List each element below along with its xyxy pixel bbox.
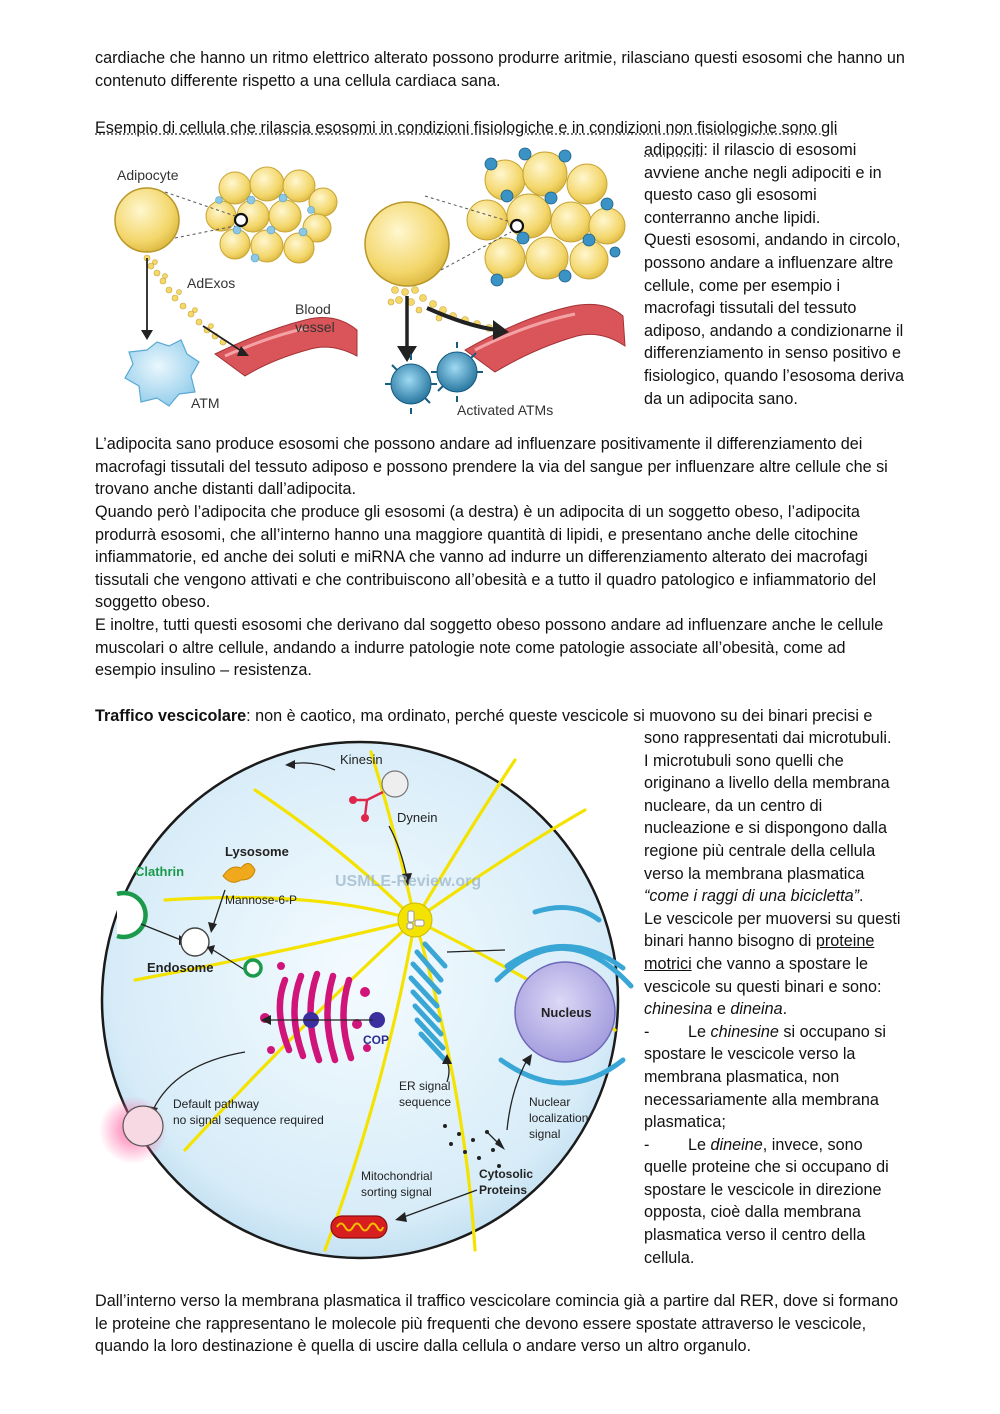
traffico-continuation: sono rappresentati dai microtubuli. (644, 729, 892, 747)
mito-label-2: sorting signal (361, 1185, 432, 1199)
paragraph-adipocita-sano: L’adipocita sano produce esosomi che possono andare ad influenzare positivamente il differenziamento dei macrofagi tissutali del tessuto adiposo e possono prendere la via del sangue per influenzare altre cellule che si trovano anche distanti dall’adipocita. (95, 435, 888, 499)
adipociti-side-text: : il rilascio di esosomi avviene anche negli adipociti e in questo caso gli esosomi conterranno anche lipidi. (644, 141, 882, 227)
watermark-usmle: USMLE-Review.org (335, 873, 482, 890)
nuclear-loc-label-1: Nuclear (529, 1095, 571, 1109)
lysosome-label: Lysosome (225, 844, 289, 859)
atm-cell (125, 340, 199, 406)
mannose-label: Mannose-6-P (225, 893, 298, 907)
traffico-intro-text: : non è caotico, ma ordinato, perché queste vescicole si muovono su dei binari precisi e (246, 707, 873, 725)
endosome-label: Endosome (147, 960, 214, 975)
paragraph-aritmie: cardiache che hanno un ritmo elettrico alterato possono produrre aritmie, rilasciano questi esosomi che hanno un contenuto differente rispetto a una cellula cardiaca sana. (95, 49, 905, 90)
adexos-label: AdExos (187, 275, 236, 291)
endosome (181, 928, 209, 956)
nuclear-loc-label-2: localization (529, 1111, 589, 1125)
bullet-chinesine (644, 1023, 886, 1131)
nucleus-label: Nucleus (541, 1005, 592, 1020)
mito-label-1: Mitochondrial (361, 1169, 433, 1183)
adipociti-term: adipociti (644, 141, 704, 159)
vessel-label: vessel (295, 319, 335, 335)
cytosolic-label-1: Cytosolic (479, 1167, 534, 1181)
bullet-chinesine-a: Le (688, 1022, 711, 1041)
proteine-motrici-text-b: che vanno a spostare le vescicole su questi binari e sono: (644, 954, 882, 996)
atm-label: ATM (191, 395, 220, 411)
paragraph-microtubuli-side (644, 727, 906, 1269)
paragraph-adipociti-intro (95, 117, 907, 140)
microtubuli-period: . (859, 887, 864, 906)
dineina-term: dineina (730, 1000, 783, 1019)
blood-label: Blood (295, 301, 331, 317)
bullet-dineine-a: Le (688, 1135, 711, 1154)
er-signal-label-2: sequence (399, 1095, 452, 1109)
vesicular-traffic-figure (95, 730, 635, 1285)
esosomi-circolo-text: Questi esosomi, andando in circolo, possono andare a influenzare altre cellule, come per esempio i macrofagi tissutali del tessuto adiposo, andando a condizionarne il differenziamento in senso positivo e fisiologico, quando l’esosoma deriva da un adipocita sano. (644, 231, 905, 408)
microtubuli-text: I microtubuli sono quelli che originano a livello della membrana nucleare, da un centro di nucleazione e si dispongono dalla regione più centrale della cellula verso la membrana plasmatica (644, 751, 890, 883)
paragraph-adipociti-side (644, 139, 906, 410)
dineine-term: dineine (710, 1135, 763, 1154)
proteine-motrici-text-a: Le vescicole per muoversi su questi binari hanno bisogno di (644, 909, 901, 951)
adipose-cluster-healthy (206, 167, 337, 263)
clathrin-label: Clathrin (135, 864, 185, 879)
proteine-motrici-period: . (782, 1000, 788, 1019)
chinesina-term: chinesina (644, 1000, 713, 1019)
bicicletta-quote: “come i raggi di una bicicletta” (644, 887, 860, 906)
proteine-motrici-and: e (712, 1000, 731, 1019)
clathrin-vesicle (245, 960, 261, 976)
adipocyte-cell-healthy (115, 188, 179, 252)
bullet-dineine-b: , invece, sono quelle proteine che si occupano di spostare le vescicole in direzione opposta, cioè dalla membrana plasmatica verso il centro della cellula. (644, 1135, 889, 1267)
er-signal-label-1: ER signal (399, 1079, 451, 1093)
bullet-dineine (644, 1136, 889, 1267)
proteine-motrici-term: proteine motrici (644, 932, 875, 973)
blood-vessel-right (465, 304, 625, 372)
default-pathway-label-2: no signal sequence required (173, 1113, 324, 1127)
paragraph-traffico-lead (95, 705, 907, 728)
bullet-chinesine-b: si occupano si spostare le vescicole verso la membrana plasmatica, non necessariamente alla membrana plasmatica; (644, 1022, 886, 1132)
traffico-vescicolare-heading: Traffico vescicolare (95, 707, 247, 725)
mitochondrion (331, 1216, 387, 1238)
adipociti-intro-lead: Esempio di cellula che rilascia esosomi in condizioni fisiologiche e in condizioni non fisiologiche sono gli (95, 119, 838, 137)
clathrin-coated-pit (117, 893, 146, 937)
cop-label: COP (363, 1033, 390, 1047)
default-pathway-label-1: Default pathway (173, 1097, 260, 1111)
dynein-label: Dynein (397, 810, 438, 825)
paragraph-patologie-obesita: E inoltre, tutti questi esosomi che derivano dal soggetto obeso possono andare ad influenzare anche le cellule muscolari o altre cellule, andando a indurre patologie note come patologie associate all’obesità, come ad esempio insulino – resistenza. (95, 616, 884, 680)
cytosolic-label-2: Proteins (479, 1183, 528, 1197)
chinesine-term: chinesine (710, 1022, 779, 1041)
centrosome (398, 903, 432, 937)
paragraph-adipocita-obeso: Quando però l’adipocita che produce gli esosomi (a destra) è un adipocita di un soggetto obeso, l’adipocita produrrà esosomi, che all’interno hanno una maggiore quantità di lipidi, e presentano anche delle citochine infiammatorie, ed anche dei soluti e miRNA che vanno ad indurre un differenziamento alterato dei macrofagi tissutali che vengono attivati e che contribuiscono all’obesità e a tutto il quadro patologico e infiammatorio del soggetto obeso. (95, 503, 877, 612)
adipocyte-exosome-figure (95, 140, 635, 425)
kinesin-label: Kinesin (340, 752, 383, 767)
adipocyte-label: Adipocyte (117, 167, 179, 183)
secretory-vesicle (123, 1106, 163, 1146)
paragraph-rer: Dall’interno verso la membrana plasmatica il traffico vescicolare comincia già a partire dal RER, dove si formano le proteine che rappresentano le molecole più frequenti che devono essere spostate attraverso le vescicole, quando la loro destinazione è quella di uscire dalla cellula o andare verso un altro organulo. (95, 1292, 899, 1356)
bullet-dash: - (644, 1022, 650, 1041)
nuclear-loc-label-3: signal (529, 1127, 561, 1141)
adipocyte-cell-obese (365, 202, 449, 286)
bullet-dash: - (644, 1135, 650, 1154)
exosome-dots-healthy (144, 255, 226, 345)
vesicle-kinesin (382, 771, 408, 797)
activated-atms-label: Activated ATMs (457, 402, 554, 418)
